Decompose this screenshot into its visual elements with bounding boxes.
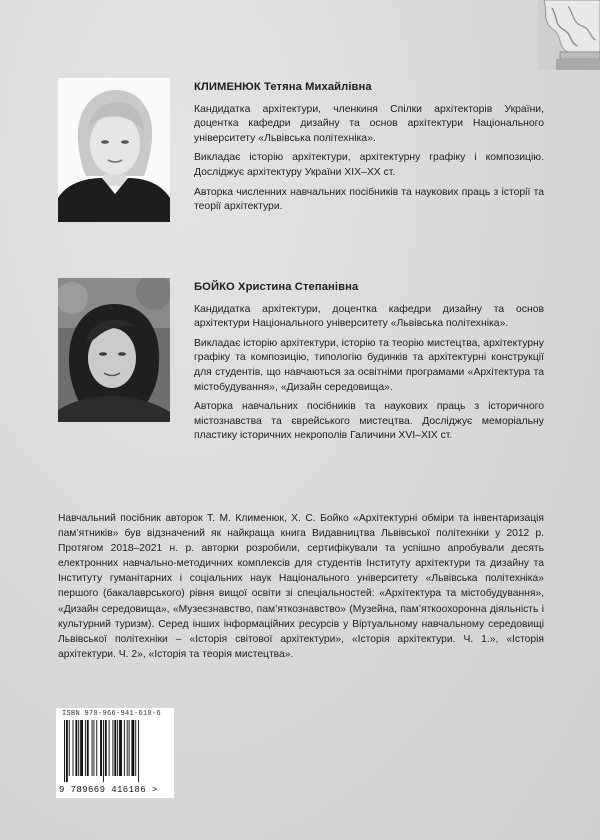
barcode-bar: [93, 720, 94, 776]
author-1-paragraph: Кандидатка архітектури, членкиня Спілки архітекторів України, доцентка кафедри дизайну та основ архітектури Національного університету «Львівська політехніка».: [194, 103, 544, 144]
barcode-bar: [78, 720, 79, 776]
corner-ornament: [538, 0, 600, 70]
barcode-bar: [117, 720, 118, 776]
barcode-bar: [69, 720, 70, 776]
barcode-bar: [114, 720, 116, 776]
author-2-name: БОЙКО Христина Степанівна: [194, 281, 359, 293]
barcode-bar: [100, 720, 102, 776]
barcode-bar: [119, 720, 122, 776]
barcode-bars: [62, 720, 168, 782]
barcode-bar: [85, 720, 86, 776]
author-2-bio: [194, 280, 544, 449]
barcode-bar: [112, 720, 113, 776]
barcode-bar: [109, 720, 110, 776]
barcode-bar: [87, 720, 89, 776]
author-1-paragraph: Авторка численних навчальних посібників та наукових праць з історії та теорії архітектури.: [194, 186, 544, 213]
barcode-bar: [124, 720, 125, 776]
barcode-bar: [131, 720, 134, 776]
author-1-name: КЛИМЕНЮК Тетяна Михайлівна: [194, 81, 372, 93]
barcode-bar: [96, 720, 97, 776]
barcode-bar: [66, 720, 68, 782]
author-2-paragraph: Кандидатка архітектури, доцентка кафедри дизайну та основ архітектури Національного університету «Львівська політехніка».: [194, 303, 544, 330]
barcode-bar: [80, 720, 83, 776]
barcode-bar: [92, 720, 93, 776]
barcode-bar: [103, 720, 104, 782]
author-2-paragraph: Авторка навчальних посібників та наукових праць з історичного містознавства та єврейського мистецтва. Досліджує меморіальну пластику історичних некрополів Галичини XVI–XIX ст.: [194, 401, 544, 442]
isbn-barcode: [56, 708, 174, 798]
barcode-bar: [138, 720, 139, 782]
author-2-photo: [58, 278, 170, 422]
author-1-photo: [58, 78, 170, 222]
author-2-paragraph: Викладає історію архітектури, історію та теорію мистецтва, архітектурну графіку та композицію, типологію будинків та архітектурні конструкції для студентів, що навчаються за освітніми програмами «Архітектура та містобудування», «Дизайн середовища».: [194, 337, 544, 393]
barcode-bar: [127, 720, 128, 776]
author-1-paragraph: Викладає історію архітектури, архітектурну графіку і композицію. Досліджує архітектуру України XIX–XX ст.: [194, 152, 544, 178]
barcode-bar: [105, 720, 107, 776]
isbn-number: ISBN 978-966-941-618-6: [62, 710, 162, 718]
barcode-bar: [129, 720, 130, 776]
ean-number: 9 789669 416186 >: [59, 785, 158, 795]
barcode-bar: [135, 720, 136, 776]
author-1-bio: [194, 80, 544, 220]
barcode-bar: [75, 720, 77, 776]
barcode-bar: [64, 720, 65, 782]
book-summary: Навчальний посібник авторок Т. М. Клименюк, Х. С. Бойко «Архітектурні обміри та інвентаризація пам’ятників» був відзначений як найкраща книга Видавництва Львівської політехніки у 2012 р. Протягом 2018–2021 н. р. авторки розробили, сертифікували та успішно апробували десять електронних навчально-методичних комплексів для студентів Інституту архітектури та дизайну та Інституту гуманітарних і соціальних наук Національного університету «Львівська політехніка» першого (бакалаврського) рівня вищої освіти зі спеціальностей: «Архітектура та містобудування», «Дизайн середовища», «Музеєзнавство, пам’яткознавство» (Музейна, пам’яткоохоронна діяльність і культурний туризм). Серед інших інформаційних ресурсів у Віртуальному навчальному середовищі Львівської політехніки – «Історія світової архітектури», «Історія архітектури. Ч. 1.», «Історія архітектури. Ч. 2», «Історія та теорія мистецтва».: [58, 513, 544, 660]
barcode-bar: [73, 720, 74, 776]
